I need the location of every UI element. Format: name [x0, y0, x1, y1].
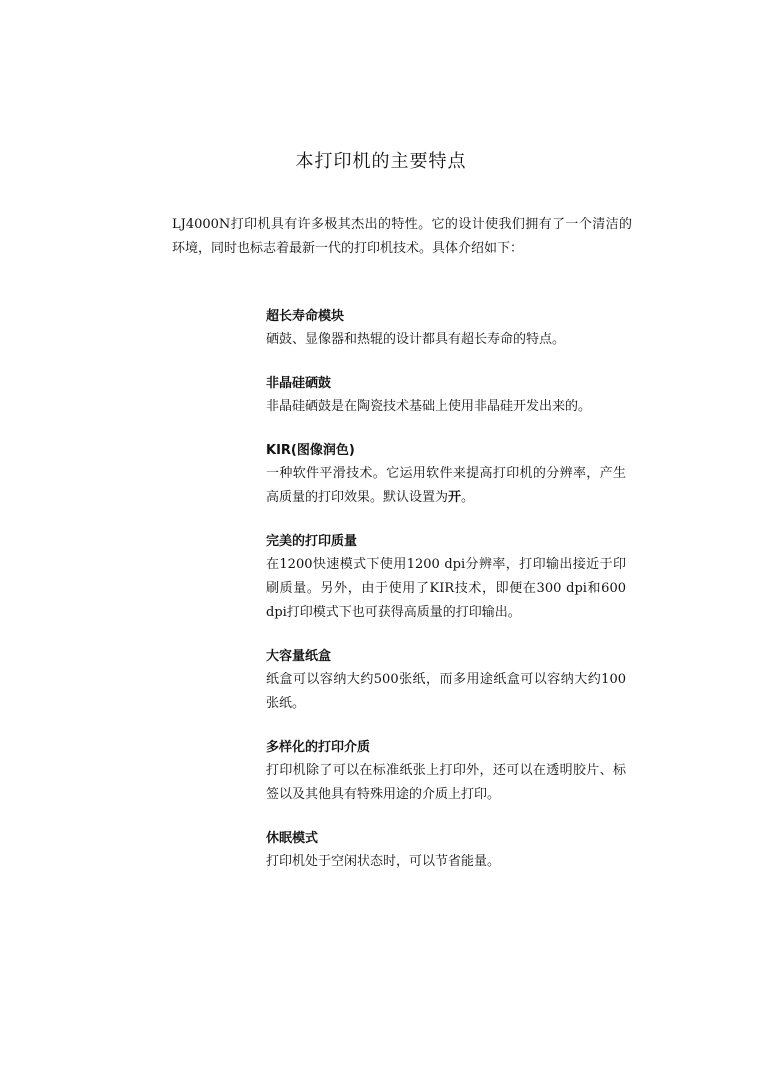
feature-heading: 完美的打印质量: [266, 534, 358, 549]
feature-long-life-modules: [266, 306, 626, 352]
feature-sleep-mode: [266, 828, 626, 874]
feature-description-end: 。: [461, 490, 475, 505]
feature-heading: 休眠模式: [266, 831, 319, 846]
feature-amorphous-silicon-drum: [266, 373, 626, 419]
feature-heading: 非晶硅硒鼓: [266, 376, 332, 391]
feature-heading: 超长寿命模块: [266, 309, 345, 324]
feature-description-text: 一种软件平滑技术。它运用软件来提高打印机的分辨率，产生高质量的打印效果。默认设置为: [266, 466, 626, 505]
feature-description: 硒鼓、显像器和热辊的设计都具有超长寿命的特点。: [266, 332, 566, 347]
page-title: 本打印机的主要特点: [295, 151, 467, 172]
feature-description: 非晶硅硒鼓是在陶瓷技术基础上使用非晶硅开发出来的。: [266, 399, 592, 414]
feature-heading: 大容量纸盒: [266, 649, 332, 664]
feature-heading: KIR(图像润色): [266, 443, 355, 458]
feature-description: 打印机处于空闲状态时，可以节省能量。: [266, 854, 501, 869]
feature-print-quality: [266, 531, 626, 625]
feature-description: 在1200快速模式下使用1200 dpi分辨率，打印输出接近于印刷质量。另外，由于使用了KIR技术，即便在300 dpi和600 dpi打印模式下也可获得高质量的打印输出。: [266, 557, 626, 620]
intro-paragraph: LJ4000N打印机具有许多极其杰出的特性。它的设计使我们拥有了一个清洁的环境，同时也标志着最新一代的打印机技术。具体介绍如下：: [172, 217, 632, 256]
feature-heading: 多样化的打印介质: [266, 740, 371, 755]
feature-media-variety: [266, 737, 626, 807]
feature-list: [266, 306, 626, 895]
feature-kir: [266, 440, 626, 510]
feature-description: 打印机除了可以在标准纸张上打印外，还可以在透明胶片、标签以及其他具有特殊用途的介质上打印。: [266, 763, 626, 802]
default-setting-value: 开: [448, 490, 462, 505]
feature-description: 纸盒可以容纳大约500张纸，而多用途纸盒可以容纳大约100张纸。: [266, 672, 626, 711]
feature-description: [266, 462, 626, 510]
feature-large-capacity-tray: [266, 646, 626, 716]
